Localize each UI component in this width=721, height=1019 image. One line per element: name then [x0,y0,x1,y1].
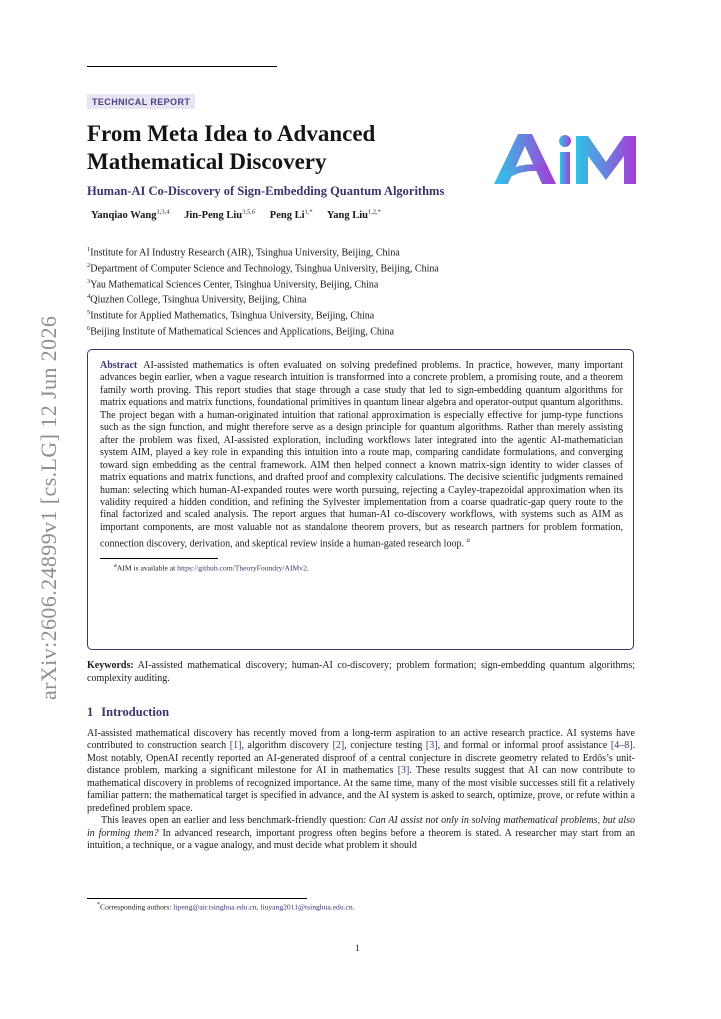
affiliation: $^4$Qiuzhen College, Tsinghua University, Beijing, China [87,293,307,306]
aim-logo [492,130,638,186]
author: Jin-Peng Liu$^{3,5,6}$ [184,208,256,221]
keywords [87,660,635,685]
logo-letter-i [560,152,570,184]
citation-link[interactable]: [2] [332,740,345,752]
author-list [91,208,393,221]
introduction-text [87,728,635,853]
abstract-footnote-rule [100,558,218,559]
logo-letter-m [576,136,636,184]
email-link[interactable]: liuyang2011@tsinghua.edu.cn [260,902,353,912]
keywords-label: Keywords: [87,660,134,671]
abstract-footnote-marker: a [466,536,470,545]
section-heading: 1 Introduction [87,705,170,719]
paper-title [87,120,467,176]
abstract-label: Abstract [100,360,138,371]
abstract-paragraph [100,360,623,551]
research-question: Can AI assist not only in solving mathematical problems, but also in forming them? [87,815,635,839]
affiliation-list [87,244,439,339]
paper-subtitle: Human-AI Co-Discovery of Sign-Embedding Quantum Algorithms [87,184,445,198]
top-rule [87,66,277,67]
page-number: 1 [355,944,360,954]
citation-link[interactable]: [3] [425,740,438,752]
affiliation: $^5$Institute for Applied Mathematics, Tsinghua University, Beijing, China [87,309,375,322]
logo-letter-a [494,134,556,184]
email-link[interactable]: lipeng@air.tsinghua.edu.cn [173,902,257,912]
aim-github-link[interactable]: https://github.com/TheoryFoundry/AIMv2 [177,563,307,573]
corresponding-authors-footnote: *Corresponding authors: lipeng@air.tsinghua.edu.cn, liuyang2011@tsinghua.edu.cn. [97,902,355,912]
citation-link[interactable]: [1] [229,740,242,752]
citation-link[interactable]: [4–8] [610,740,633,752]
abstract-footnote: $^a$AIM is available at https://github.com/TheoryFoundry/AIMv2. [114,562,309,573]
affiliation: $^2$Department of Computer Science and Technology, Tsinghua University, Beijing, China [87,261,439,275]
affiliation: $^3$Yau Mathematical Sciences Center, Tsinghua University, Beijing, China [87,277,379,290]
author: Peng $Li^{1,*}$ [269,208,313,221]
citation-link[interactable]: [3] [397,765,410,777]
author: Yang Liu$^{1,2,*}$ [326,208,382,221]
title-line-1: From Meta Idea to Advanced [87,121,376,146]
affiliation: $^6$Beijing Institute of Mathematical Sciences and Applications, Beijing, China [87,325,395,338]
abstract-box [87,349,634,650]
logo-letter-i-dot [559,135,571,147]
keywords-text: AI-assisted mathematical discovery; human-AI co-discovery; problem formation; sign-embedding quantum algorithms; complexity auditing. [87,660,635,684]
paragraph: This leaves open an earlier and less benchmark-friendly question: Can AI assist not only in solving mathematical problems, but also in forming them? In advanced research, important progress often begins before a theorem is stated. A researcher may start from an intuition, a technique, or a vague analogy, and must decide what problem it should [87,815,636,852]
paragraph: AI-assisted mathematical discovery has recently moved from a long-term aspiration to an active research practice. AI systems have contributed to construction search [1], algorithm discovery [2], conjecture testing [3], and formal or informal proof assistance [4–8]. Most notably, OpenAI recently reported an AI-generated disproof of a central conjecture in discrete geometry related to Erdős’s unit-distance problem, marking a significant milestone for AI in mathematics [3]. These results suggest that AI can now contribute to mathematical discovery in problems of recognized importance. At the same time, many of the most visible successes still fit a relatively familiar pattern: the mathematical target is specified in advance, and the AI system is asked to search, optimize, prove, or refute within a predefined problem space. [87,728,636,814]
arxiv-identifier: arXiv:2606.24899v1 [cs.LG] 12 Jun 2026 [36,315,61,700]
report-type-badge: TECHNICAL REPORT [87,94,195,109]
affiliation: $^1$Institute for AI Industry Research (AIR), Tsinghua University, Beijing, China [87,246,400,259]
author: Yanqiao Wang$^{1,3,4}$ [91,208,170,221]
footnote-rule [87,898,307,899]
title-line-2: Mathematical Discovery [87,149,327,174]
abstract-body: AI-assisted mathematics is often evaluated on solving predefined problems. In practice, however, many important advances begin earlier, when a vague research intuition is transformed into a concrete problem, a promising route, and a theorem family worth proving. This report studies that stage through a case study that led to sign-embedding quantum algorithms for matrix equations and matrix functions, foundational primitives in quantum linear algebra and operator-output quantum algorithms. The project began with a human-originated intuition that rational approximation is especially effective for jump-type functions such as the sign function, and might therefore serve as a design principle for quantum algorithms. Rather than merely assisting after the problem was fixed, AI-assisted exploration, including workflows later integrated into the agentic AI-mathematician system AIM, played a key role in expanding this intuition into a route map, comparing candidate formulations, and converging toward sign embedding as the central framework. AIM then helped connect a known matrix-sign identity to wider classes of matrix equations and matrix functions, and drafted proof and complexity calculations. The decisive scientific judgments remained human: selecting which human-AI-expanded routes were worth pursuing, rejecting a Cayley-trapezoidal approximation when its validity required a hidden condition, and refining the Sylvester implementation from a coarse quadratic-gap query route to the final factorized and scaled analysis. The report argues that human-AI co-discovery workflows, with systems such as AIM as important components, are most valuable not as standalone theorem provers, but as research partners for problem formation, connection discovery, derivation, and skeptical review inside a human-gated research loop. [100,360,623,550]
